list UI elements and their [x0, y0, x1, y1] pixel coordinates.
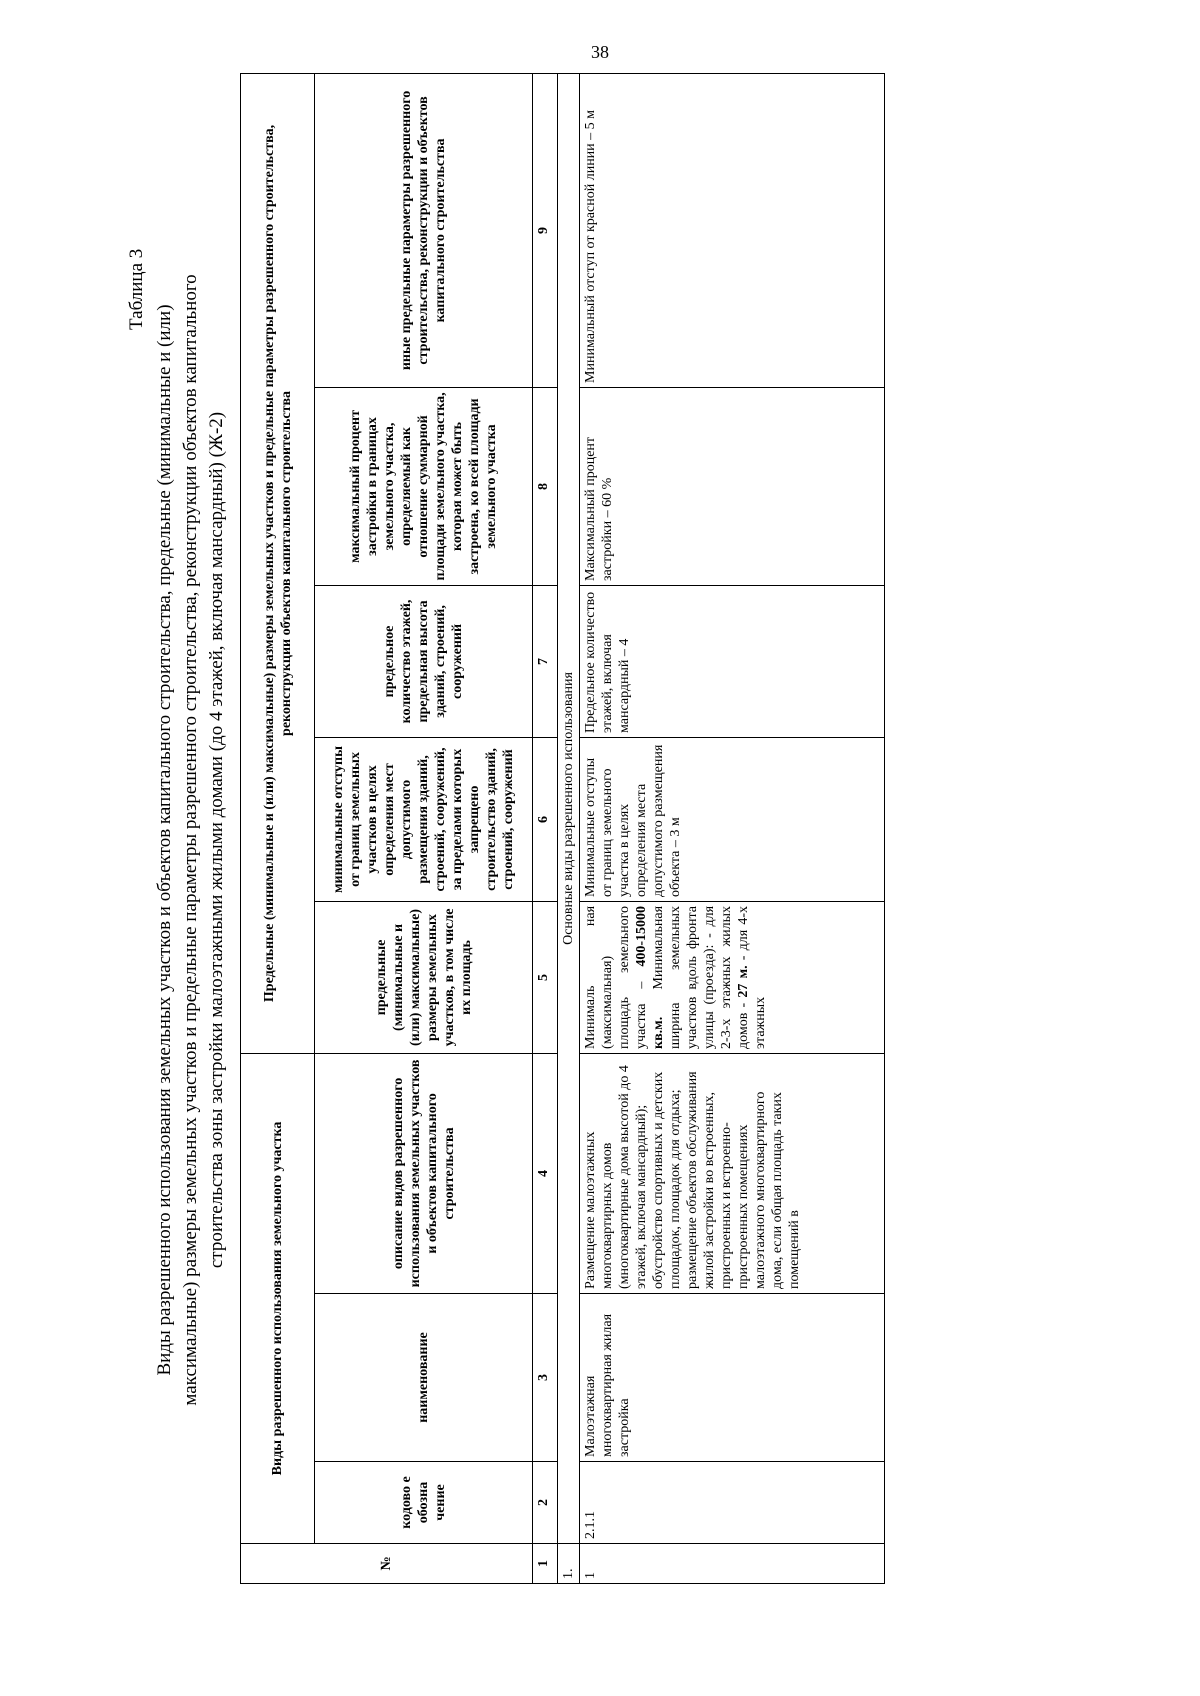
- size-text: Минимальная ширина земельных участков вдоль фронта улицы (проезда): - для 2-3-х этажных жилых домов -: [651, 905, 751, 1049]
- header-group-limits: Предельные (минимальные и (или) максимальные) размеры земельных участков и предельные параметры разрешенного строительства, реконструкции объектов капитального строительства: [241, 73, 315, 1053]
- row-coverage: Максимальный процент застройки – 60 %: [580, 387, 885, 585]
- title-line: максимальные) размеры земельных участков и предельные параметры разрешенного строительства, реконструкции объектов капитального: [180, 274, 201, 1406]
- title-line: Виды разрешенного использования земельных участков и объектов капитального строительства, предельные (минимальные и (или): [154, 304, 175, 1376]
- header-other: иные предельные параметры разрешенного строительства, реконструкции и объектов капитального строительства: [315, 73, 533, 387]
- column-number: 2: [533, 1462, 558, 1544]
- section-index: 1.: [558, 1544, 580, 1584]
- rotated-page: [70, 40, 1110, 1640]
- header-code: кодово е обозна чение: [315, 1462, 533, 1544]
- page-number: 38: [591, 42, 609, 62]
- size-text: - для 4-х этажных: [736, 905, 768, 1049]
- header-floors: предельное количество этажей, предельная высота зданий, строений, сооружений: [315, 585, 533, 737]
- column-numbers-row: [533, 73, 558, 1583]
- title-line: строительства зоны застройки малоэтажными жилыми домами (до 4 этажей, включая мансардный) (Ж-2): [206, 411, 227, 1269]
- size-width-value: 27 м.: [736, 965, 751, 998]
- table-caption: Таблица 3: [126, 248, 147, 330]
- header-name: наименование: [315, 1294, 533, 1462]
- row-code: 2.1.1: [580, 1462, 885, 1544]
- column-number: 4: [533, 1053, 558, 1293]
- row-description: Размещение малоэтажных многоквартирных домов (многоквартирные дома высотой до 4 этажей, включая мансардный); обустройство спортивных и детских площадок, площадок для отдыха; размещение объектов обслуживания жилой застройки во встроенных, пристроенных и встроенно-пристроенных помещениях малоэтажного многоквартирного дома, если общая площадь таких помещений в: [580, 1053, 885, 1293]
- size-area-value: 400-15000 кв.м.: [634, 905, 666, 1049]
- regulations-table: [240, 73, 885, 1584]
- column-number: 7: [533, 585, 558, 737]
- column-number: 3: [533, 1294, 558, 1462]
- size-text: Минималь ная (максимальная) площадь земельного участка –: [583, 905, 649, 1049]
- row-size: [580, 901, 885, 1053]
- table-row: [580, 73, 885, 1583]
- header-description: описание видов разрешенного использования земельных участков и объектов капитального строительства: [315, 1053, 533, 1293]
- header-coverage: максимальный процент застройки в границах земельного участка, определяемый как отношение суммарной площади земельного участка, которая может быть застроена, ко всей площади земельного участка: [315, 387, 533, 585]
- column-number: 6: [533, 737, 558, 901]
- row-name: Малоэтажная многоквартирная жилая застройка: [580, 1294, 885, 1462]
- row-setbacks: Минимальные отступы от границ земельного участка в целях определения места допустимого размещения объекта – 3 м: [580, 737, 885, 901]
- column-number: 5: [533, 901, 558, 1053]
- column-number: 1: [533, 1544, 558, 1584]
- header-size: предельные (минимальные и (или) максимальные) размеры земельных участков, в том числе их площадь: [315, 901, 533, 1053]
- column-number: 8: [533, 387, 558, 585]
- table-title: [152, 60, 230, 1620]
- row-no: 1: [580, 1544, 885, 1584]
- header-setbacks: минимальные отступы от границ земельных участков в целях определения мест допустимого размещения зданий, строений, сооружений, за пределами которых запрещено строительство зданий, строений, сооружений: [315, 737, 533, 901]
- header-group-types: Виды разрешенного использования земельного участка: [241, 1053, 315, 1543]
- section-row: [558, 73, 580, 1583]
- section-title: Основные виды разрешенного использования: [558, 73, 580, 1543]
- row-other: Минимальный отступ от красной линии – 5 м: [580, 73, 885, 387]
- column-number: 9: [533, 73, 558, 387]
- header-no: №: [241, 1544, 533, 1584]
- row-floors: Предельное количество этажей, включая мансардный – 4: [580, 585, 885, 737]
